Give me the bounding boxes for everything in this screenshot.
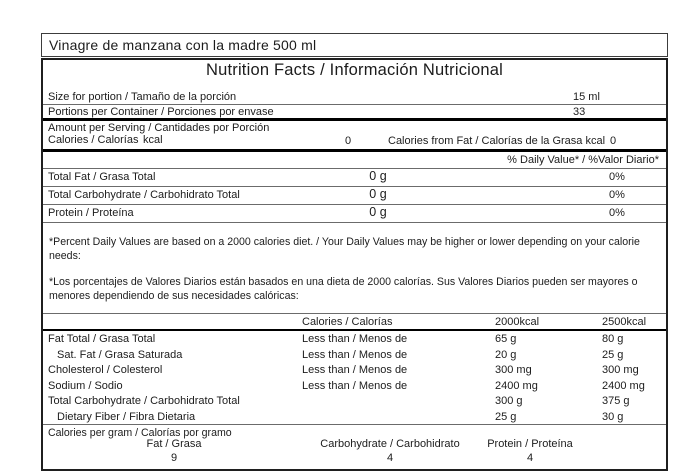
spacer — [43, 81, 666, 90]
reference-row-2000-value: 300 mg — [495, 364, 532, 376]
nutrient-amount: 0 g — [369, 205, 387, 219]
reference-col-2500kcal: 2500kcal — [602, 316, 647, 328]
cpg-fat-value: 9 — [170, 452, 178, 464]
footnotes — [43, 223, 666, 313]
reference-row-total-carbohydrate — [43, 393, 666, 409]
reference-row-qualifier: Less than / Menos de — [302, 379, 408, 392]
reference-row-label: Total Carbohydrate / Carbohidrato Total — [48, 395, 240, 407]
calories-per-gram-values — [43, 452, 666, 466]
calories-label: Calories / Calorías — [48, 134, 139, 146]
nutrient-label: Total Fat / Grasa Total — [48, 171, 156, 183]
reference-row-cholesterol — [43, 362, 666, 378]
reference-row-sodium — [43, 378, 666, 394]
reference-row-2500-value: 80 g — [602, 333, 624, 345]
reference-row-label: Cholesterol / Colesterol — [48, 364, 163, 376]
reference-row-2500-value: 30 g — [602, 410, 624, 423]
calories-from-fat-label: Calories from Fat / Calorías de la Grasa kcal — [388, 135, 606, 147]
reference-row-label: Sodium / Sodio — [48, 379, 123, 392]
nutrient-daily-value: 0% — [609, 189, 625, 201]
calories-per-gram-heading: Calories per gram / Calorías por gramo — [43, 424, 666, 438]
reference-row-label: Fat Total / Grasa Total — [48, 333, 156, 345]
nutrient-row-total-fat — [43, 168, 666, 186]
reference-col-calories: Calories / Calorías — [302, 316, 393, 328]
calories-row — [43, 134, 666, 149]
reference-row-2500-value: 25 g — [602, 348, 624, 361]
product-title: Vinagre de manzana con la madre 500 ml — [49, 37, 317, 53]
nutrition-label — [41, 33, 668, 471]
calories-unit: kcal — [143, 134, 163, 146]
reference-row-fat-total — [43, 331, 666, 347]
product-title-box — [41, 33, 668, 57]
nutrient-row-total-carbohydrate — [43, 186, 666, 204]
reference-row-2500-value: 2400 mg — [602, 379, 645, 392]
nutrient-label: Protein / Proteína — [48, 207, 134, 219]
reference-row-qualifier: Less than / Menos de — [302, 348, 408, 361]
footnote-english: *Percent Daily Values are based on a 2000 calories diet. / Your Daily Values may be higher or lower depending on your calorie needs: — [49, 236, 640, 262]
calories-from-fat-value: 0 — [609, 135, 617, 147]
cpg-protein-value: 4 — [526, 452, 534, 464]
reference-row-2500-value: 300 mg — [602, 364, 639, 376]
nutrition-facts-panel — [41, 58, 668, 471]
cpg-carbohydrate-label: Carbohydrate / Carbohidrato — [320, 438, 460, 450]
reference-row-2000-value: 20 g — [495, 348, 517, 361]
nutrient-amount: 0 g — [369, 187, 387, 201]
calories-value: 0 — [344, 135, 352, 147]
serving-size-row — [43, 90, 666, 104]
nutrient-daily-value: 0% — [609, 171, 625, 183]
reference-row-qualifier: Less than / Menos de — [302, 333, 408, 345]
portions-value: 33 — [573, 106, 586, 118]
daily-value-header: % Daily Value* / %Valor Diario* — [507, 154, 659, 166]
reference-row-label: Sat. Fat / Grasa Saturada — [57, 348, 183, 361]
panel-heading: Nutrition Facts / Información Nutricional — [205, 61, 504, 79]
reference-table-header — [43, 313, 666, 329]
footnote-spanish: *Los porcentajes de Valores Diarios están basados en una dieta de 2000 calorías. Sus Valores Diarios pueden ser mayores o menores dependiendo de sus necesidades calóricas: — [49, 276, 638, 302]
cpg-carbohydrate-value: 4 — [386, 452, 394, 464]
reference-row-2500-value: 375 g — [602, 395, 630, 407]
nutrient-amount: 0 g — [369, 169, 387, 183]
reference-row-sat-fat — [43, 347, 666, 363]
cpg-protein-label: Protein / Proteína — [487, 438, 573, 450]
reference-row-2000-value: 25 g — [495, 410, 517, 423]
reference-row-qualifier: Less than / Menos de — [302, 364, 408, 376]
reference-row-2000-value: 65 g — [495, 333, 517, 345]
reference-row-dietary-fiber — [43, 409, 666, 425]
portions-label: Portions per Container / Porciones por envase — [48, 106, 274, 118]
cpg-fat-label: Fat / Grasa — [146, 438, 202, 450]
portions-row — [43, 104, 666, 118]
reference-row-2000-value: 2400 mg — [495, 379, 538, 392]
nutrient-daily-value: 0% — [609, 207, 625, 219]
serving-size-label: Size for portion / Tamaño de la porción — [48, 91, 237, 103]
amount-per-serving-heading: Amount per Serving / Cantidades por Porción — [48, 122, 270, 134]
calories-per-gram-labels — [43, 438, 666, 452]
reference-col-2000kcal: 2000kcal — [495, 316, 540, 328]
reference-row-label: Dietary Fiber / Fibra Dietaria — [57, 410, 196, 423]
nutrient-row-protein — [43, 204, 666, 222]
reference-row-2000-value: 300 g — [495, 395, 523, 407]
nutrient-label: Total Carbohydrate / Carbohidrato Total — [48, 189, 240, 201]
serving-size-value: 15 ml — [573, 91, 600, 103]
